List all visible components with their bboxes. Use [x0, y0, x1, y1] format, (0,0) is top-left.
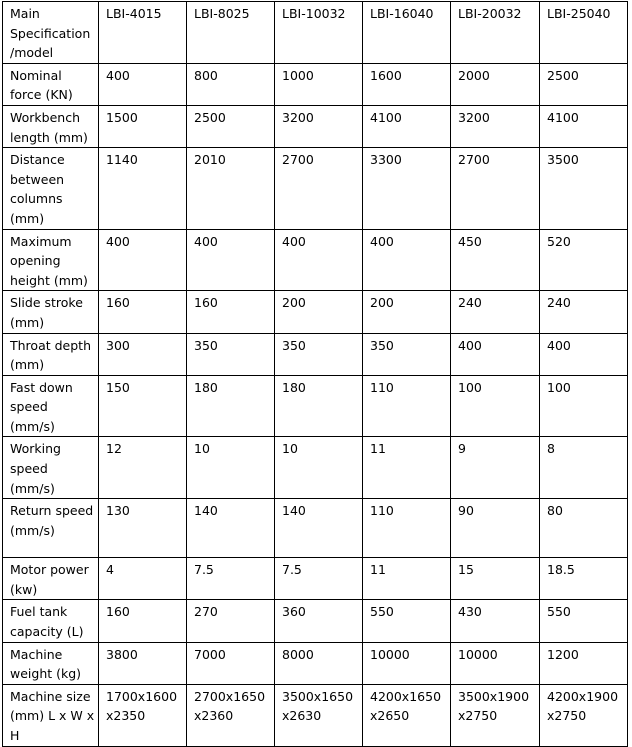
- cell: 110: [363, 499, 451, 558]
- row-label: Maximum opening height (mm): [3, 229, 99, 291]
- cell: 4200x1650 x2650: [363, 684, 451, 746]
- cell: 100: [540, 375, 628, 437]
- cell: 2500: [540, 63, 628, 105]
- cell: 450: [451, 229, 540, 291]
- cell: 150: [99, 375, 187, 437]
- cell: 400: [451, 333, 540, 375]
- cell: 400: [275, 229, 363, 291]
- header-cell-lbi-20032: LBI-20032: [451, 2, 540, 64]
- cell: 1200: [540, 642, 628, 684]
- cell: 800: [187, 63, 275, 105]
- cell: 200: [275, 291, 363, 333]
- cell: 360: [275, 600, 363, 642]
- cell: 140: [275, 499, 363, 558]
- row-label: Motor power (kw): [3, 558, 99, 600]
- cell: 15: [451, 558, 540, 600]
- row-label: Workbench length (mm): [3, 105, 99, 147]
- cell: 1600: [363, 63, 451, 105]
- table-row: [3, 333, 628, 375]
- table-row: [3, 437, 628, 499]
- cell: 400: [540, 333, 628, 375]
- cell: 400: [99, 63, 187, 105]
- cell: 9: [451, 437, 540, 499]
- cell: 4100: [363, 105, 451, 147]
- cell: 3800: [99, 642, 187, 684]
- cell: 10: [187, 437, 275, 499]
- header-cell-lbi-4015: LBI-4015: [99, 2, 187, 64]
- table-row: [3, 229, 628, 291]
- cell: 4100: [540, 105, 628, 147]
- row-label: Return speed (mm/s): [3, 499, 99, 558]
- row-label: Machine size (mm) L x W x H: [3, 684, 99, 746]
- cell: 160: [99, 600, 187, 642]
- table-row: [3, 375, 628, 437]
- cell: 350: [275, 333, 363, 375]
- header-cell-lbi-10032: LBI-10032: [275, 2, 363, 64]
- cell: 100: [451, 375, 540, 437]
- row-label: Distance between columns (mm): [3, 148, 99, 229]
- row-label: Machine weight (kg): [3, 642, 99, 684]
- cell: 4200x1900 x2750: [540, 684, 628, 746]
- row-label: Nominal force (KN): [3, 63, 99, 105]
- table-row: [3, 148, 628, 229]
- cell: 180: [275, 375, 363, 437]
- cell: 2010: [187, 148, 275, 229]
- cell: 2700: [451, 148, 540, 229]
- cell: 90: [451, 499, 540, 558]
- cell: 2000: [451, 63, 540, 105]
- cell: 350: [187, 333, 275, 375]
- cell: 1140: [99, 148, 187, 229]
- row-label: Throat depth (mm): [3, 333, 99, 375]
- table-row: [3, 291, 628, 333]
- cell: 400: [187, 229, 275, 291]
- table-row: [3, 558, 628, 600]
- cell: 350: [363, 333, 451, 375]
- cell: 10000: [451, 642, 540, 684]
- cell: 160: [99, 291, 187, 333]
- row-label: Fast down speed (mm/s): [3, 375, 99, 437]
- row-label: Slide stroke (mm): [3, 291, 99, 333]
- cell: 7000: [187, 642, 275, 684]
- cell: 160: [187, 291, 275, 333]
- table-row: [3, 105, 628, 147]
- cell: 8: [540, 437, 628, 499]
- cell: 550: [540, 600, 628, 642]
- cell: 7.5: [187, 558, 275, 600]
- cell: 180: [187, 375, 275, 437]
- cell: 4: [99, 558, 187, 600]
- cell: 400: [363, 229, 451, 291]
- cell: 3500x1650 x2630: [275, 684, 363, 746]
- table-row: [3, 642, 628, 684]
- cell: 400: [99, 229, 187, 291]
- header-cell-lbi-25040: LBI-25040: [540, 2, 628, 64]
- table-row: [3, 499, 628, 558]
- cell: 11: [363, 437, 451, 499]
- cell: 7.5: [275, 558, 363, 600]
- cell: 300: [99, 333, 187, 375]
- cell: 110: [363, 375, 451, 437]
- cell: 12: [99, 437, 187, 499]
- cell: 1500: [99, 105, 187, 147]
- header-cell-lbi-16040: LBI-16040: [363, 2, 451, 64]
- cell: 550: [363, 600, 451, 642]
- cell: 11: [363, 558, 451, 600]
- cell: 270: [187, 600, 275, 642]
- cell: 130: [99, 499, 187, 558]
- row-label: Working speed (mm/s): [3, 437, 99, 499]
- cell: 3300: [363, 148, 451, 229]
- cell: 3500x1900 x2750: [451, 684, 540, 746]
- cell: 3200: [451, 105, 540, 147]
- cell: 240: [451, 291, 540, 333]
- cell: 520: [540, 229, 628, 291]
- cell: 80: [540, 499, 628, 558]
- cell: 3500: [540, 148, 628, 229]
- cell: 200: [363, 291, 451, 333]
- table-row: [3, 63, 628, 105]
- cell: 10000: [363, 642, 451, 684]
- row-label: Fuel tank capacity (L): [3, 600, 99, 642]
- table-row: [3, 684, 628, 746]
- cell: 240: [540, 291, 628, 333]
- specification-table: [2, 1, 628, 747]
- header-row: [3, 2, 628, 64]
- header-cell-lbi-8025: LBI-8025: [187, 2, 275, 64]
- cell: 8000: [275, 642, 363, 684]
- cell: 140: [187, 499, 275, 558]
- cell: 3200: [275, 105, 363, 147]
- cell: 1000: [275, 63, 363, 105]
- cell: 1700x1600 x2350: [99, 684, 187, 746]
- header-cell-spec-model: Main Specification /model: [3, 2, 99, 64]
- cell: 2700x1650 x2360: [187, 684, 275, 746]
- cell: 18.5: [540, 558, 628, 600]
- cell: 10: [275, 437, 363, 499]
- table-row: [3, 600, 628, 642]
- cell: 2500: [187, 105, 275, 147]
- cell: 430: [451, 600, 540, 642]
- cell: 2700: [275, 148, 363, 229]
